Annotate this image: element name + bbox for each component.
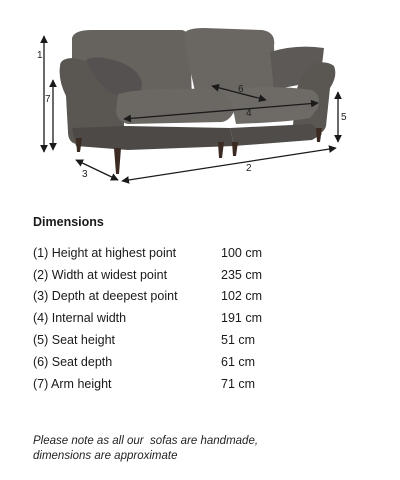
- dimension-value: 102 cm: [221, 289, 262, 304]
- dimensions-heading: Dimensions: [33, 215, 104, 229]
- dim-marker-4: 4: [246, 108, 252, 119]
- dimension-row: [33, 373, 353, 395]
- dimension-row: [33, 286, 353, 308]
- dim-marker-6: 6: [238, 84, 244, 95]
- dimension-value: 191 cm: [221, 311, 262, 326]
- sofa-illustration: [60, 28, 336, 174]
- dim-marker-3: 3: [82, 169, 88, 180]
- dimension-value: 61 cm: [221, 354, 256, 369]
- dimension-row: [33, 351, 353, 373]
- dimension-value: 235 cm: [221, 267, 262, 282]
- dim-marker-5: 5: [341, 112, 347, 123]
- dimension-label: (6) Seat depth: [33, 354, 113, 369]
- handmade-note: [33, 434, 373, 464]
- dim-marker-7: 7: [45, 94, 51, 105]
- dimension-label: (7) Arm height: [33, 376, 112, 391]
- dimension-row: [33, 307, 353, 329]
- dimension-label: (1) Height at highest point: [33, 245, 177, 260]
- dimension-row: [33, 264, 353, 286]
- dimension-label: (4) Internal width: [33, 311, 127, 326]
- note-line-1: Please note as all our sofas are handmade,: [33, 435, 259, 447]
- dim-marker-1: 1: [37, 50, 43, 61]
- dim-line-2: [122, 148, 336, 181]
- dimension-label: (3) Depth at deepest point: [33, 289, 178, 304]
- dimension-row: [33, 242, 353, 264]
- dimension-value: 100 cm: [221, 245, 262, 260]
- dimension-label: (2) Width at widest point: [33, 267, 168, 282]
- dimension-row: [33, 329, 353, 351]
- dim-marker-2: 2: [246, 163, 252, 174]
- dimension-value: 71 cm: [221, 376, 256, 391]
- dimensions-list: [33, 242, 353, 395]
- dimension-label: (5) Seat height: [33, 333, 115, 348]
- dimension-value: 51 cm: [221, 333, 256, 348]
- sofa-dimension-diagram: [0, 0, 400, 200]
- note-line-2: dimensions are approximate: [33, 450, 178, 462]
